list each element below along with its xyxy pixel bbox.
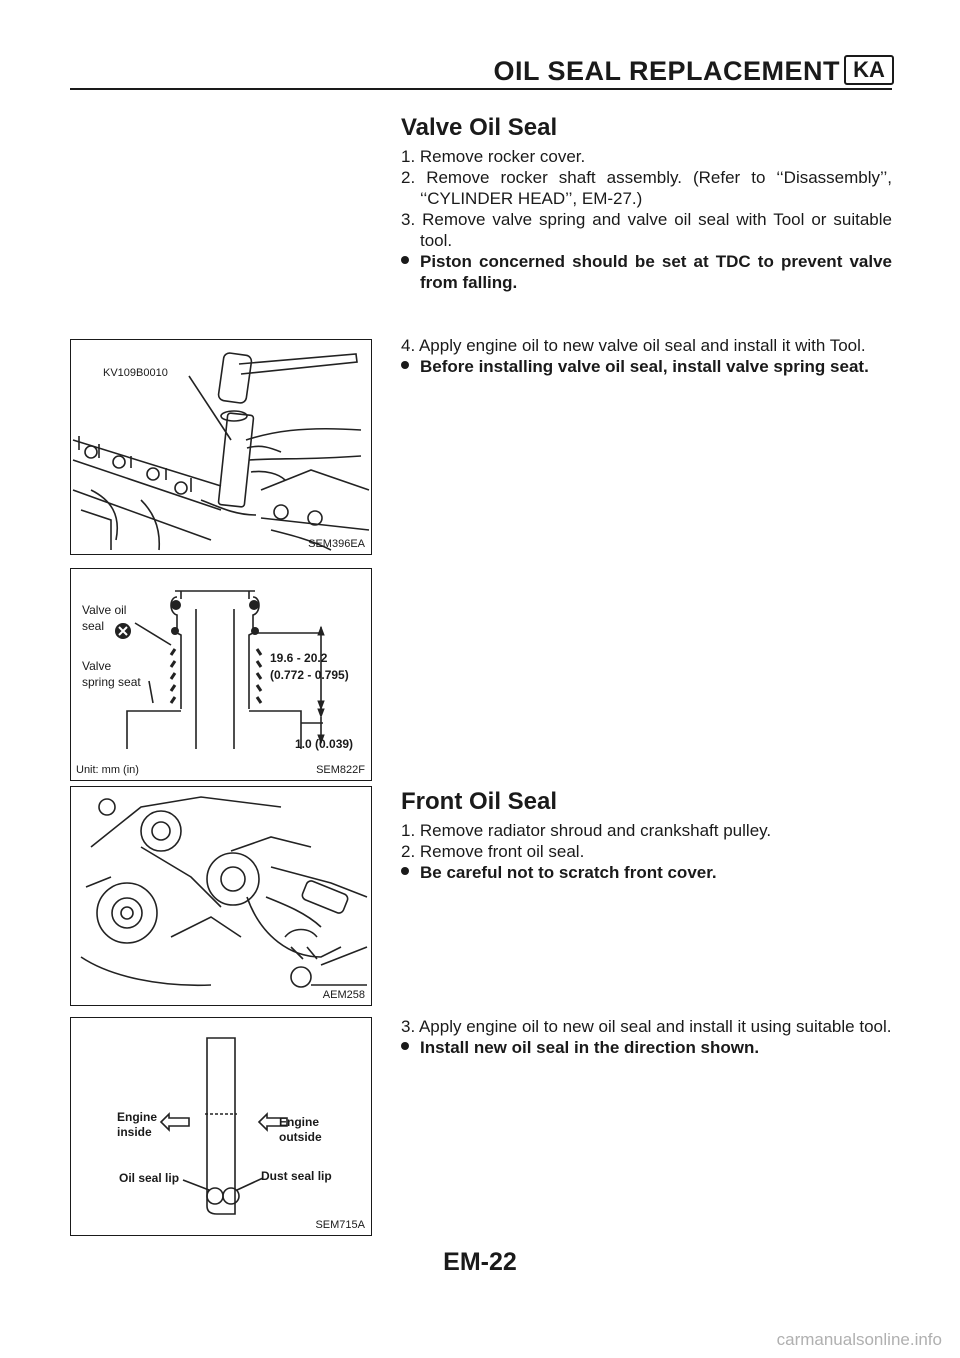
note-direction <box>401 1037 892 1058</box>
figure-code: SEM715A <box>315 1219 365 1231</box>
section-heading-front-oil-seal: Front Oil Seal <box>401 788 558 815</box>
page-number: EM-22 <box>443 1248 517 1276</box>
note-piston-tdc <box>401 251 892 293</box>
step-4: 4. Apply engine oil to new valve oil seal and install it with Tool. <box>401 336 866 355</box>
engine-code-badge: KA <box>844 55 894 85</box>
figure-front-seal-removal <box>70 786 372 1006</box>
front-cover-illustration <box>71 787 371 1005</box>
label-line: Valve <box>82 659 112 673</box>
note-text: Be careful not to scratch front cover. <box>420 863 717 882</box>
label-engine-outside <box>279 1115 322 1145</box>
step-3: 3. Remove valve spring and valve oil seal with Tool or suitable tool. <box>401 210 892 250</box>
header-rule <box>70 88 892 90</box>
label-engine-inside <box>117 1110 157 1140</box>
step-1: 1. Remove radiator shroud and crankshaft pulley. <box>401 821 772 840</box>
bullet-icon <box>401 1042 409 1050</box>
label-line: Engine <box>279 1115 320 1129</box>
figure-code: SEM396EA <box>308 538 365 550</box>
figure-oil-seal-direction <box>70 1017 372 1236</box>
watermark: carmanualsonline.info <box>776 1330 942 1349</box>
label-valve-spring-seat <box>82 658 141 690</box>
note-text: Install new oil seal in the direction shown. <box>420 1038 760 1057</box>
bullet-icon <box>401 867 409 875</box>
unit-label: Unit: mm (in) <box>76 764 139 776</box>
oil-seal-direction-diagram <box>71 1018 371 1235</box>
dimension-value-in: (0.772 - 0.795) <box>270 668 349 682</box>
step-3: 3. Apply engine oil to new oil seal and install it using suitable tool. <box>401 1017 892 1036</box>
label-oil-seal-lip: Oil seal lip <box>119 1171 180 1185</box>
front-install-block <box>401 1016 892 1058</box>
label-valve-oil-seal <box>82 602 126 634</box>
valve-install-block <box>401 335 892 377</box>
valve-steps-block <box>401 146 892 293</box>
bullet-icon <box>401 361 409 369</box>
dimension-value: 19.6 - 20.2 <box>270 651 328 665</box>
step-1: 1. Remove rocker cover. <box>401 147 586 166</box>
tool-label: KV109B0010 <box>103 367 168 379</box>
label-dust-seal-lip: Dust seal lip <box>261 1169 332 1183</box>
dimension-label-main <box>270 650 349 684</box>
figure-valve-seal-tool <box>70 339 372 555</box>
note-text: Piston concerned should be set at TDC to prevent valve from falling. <box>420 252 892 292</box>
figure-valve-seal-dimension <box>70 568 372 781</box>
figure-code: SEM822F <box>316 764 365 776</box>
step-2: 2. Remove rocker shaft assembly. (Refer to ‘‘Disassembly’’, ‘‘CYLINDER HEAD’’, EM-27.) <box>401 168 892 208</box>
label-line: Valve oil <box>82 603 127 617</box>
bullet-icon <box>401 256 409 264</box>
figure-code: AEM258 <box>322 989 365 1001</box>
label-line: outside <box>279 1130 322 1144</box>
page-header-title: OIL SEAL REPLACEMENT <box>493 56 840 86</box>
front-steps-block <box>401 820 892 883</box>
label-line: spring seat <box>82 675 141 689</box>
dimension-label-small: 1.0 (0.039) <box>295 737 354 751</box>
arrow-inside-icon <box>161 1114 189 1130</box>
note-spring-seat <box>401 356 892 377</box>
label-line: Engine <box>117 1110 158 1124</box>
section-heading-valve-oil-seal: Valve Oil Seal <box>401 114 558 141</box>
note-front-cover <box>401 862 892 883</box>
step-2: 2. Remove front oil seal. <box>401 842 585 861</box>
label-line: seal <box>82 619 105 633</box>
label-line: inside <box>117 1125 152 1139</box>
note-text: Before installing valve oil seal, install valve spring seat. <box>420 357 869 376</box>
